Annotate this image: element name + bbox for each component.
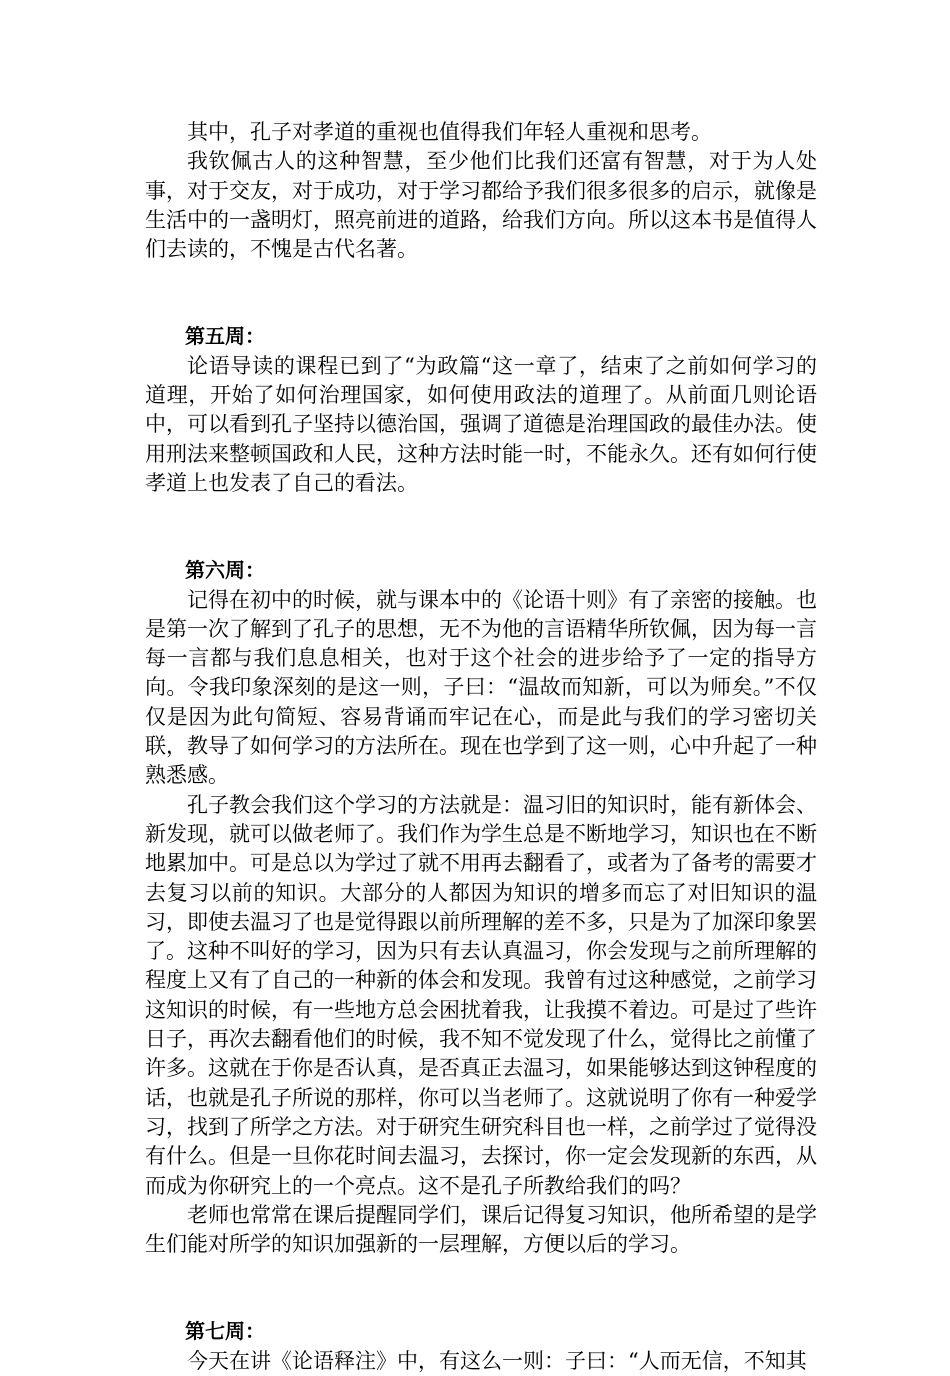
document-body xyxy=(145,118,817,1376)
week7-paragraph-1: 今天在讲《论语释注》中，有这么一则：子曰：“人而无信，不知其 xyxy=(187,1348,807,1373)
section-spacer xyxy=(145,264,817,322)
week6-section xyxy=(145,556,817,1259)
intro-paragraph-1: 其中，孔子对孝道的重视也值得我们年轻人重视和思考。 xyxy=(187,120,712,144)
week6-heading: 第六周： xyxy=(185,558,265,583)
intro-paragraph-2: 我钦佩古人的这种智慧，至少他们比我们还富有智慧，对于为人处事，对于交友，对于成功，对于学习都给予我们很多很多的启示，就像是生活中的一盏明灯，照亮前进的道路，给我们方向。所以这本书是值得人们去读的，不愧是古代名著。 xyxy=(145,149,817,262)
week6-paragraph-1: 记得在初中的时候，就与课本中的《论语十则》有了亲密的接触。也是第一次了解到了孔子的思想，无不为他的言语精华所钦佩，因为每一言每一言都与我们息息相关，也对于这个社会的进步给予了一定的指导方向。令我印象深刻的是这一则，子曰：“温故而知新，可以为师矣。”不仅仅是因为此句简短、容易背诵而牢记在心，而是此与我们的学习密切关联，教导了如何学习的方法所在。现在也学到了这一则，心中升起了一种熟悉感。 xyxy=(145,587,817,788)
section-spacer xyxy=(145,498,817,556)
week7-heading: 第七周： xyxy=(185,1319,265,1344)
week5-section xyxy=(145,322,817,498)
section-spacer xyxy=(145,1259,817,1317)
week5-paragraph-1: 论语导读的课程已到了“为政篇“这一章了，结束了之前如何学习的道理，开始了如何治理国家，如何使用政法的道理了。从前面几则论语中，可以看到孔子坚持以德治国，强调了道德是治理国政的最佳办法。使用刑法来整顿国政和人民，这种方法时能一时，不能永久。还有如何行使孝道上也发表了自己的看法。 xyxy=(145,353,817,495)
week7-section xyxy=(145,1317,817,1376)
week5-heading: 第五周： xyxy=(185,324,265,349)
intro-section xyxy=(145,118,817,264)
week6-paragraph-3: 老师也常常在课后提醒同学们，课后记得复习知识，他所希望的是学生们能对所学的知识加强新的一层理解，方便以后的学习。 xyxy=(145,1202,817,1257)
week6-paragraph-2: 孔子教会我们这个学习的方法就是：温习旧的知识时，能有新体会、新发现，就可以做老师了。我们作为学生总是不断地学习，知识也在不断地累加中。可是总以为学过了就不用再去翻看了，或者为了备考的需要才去复习以前的知识。大部分的人都因为知识的增多而忘了对旧知识的温习，即使去温习了也是觉得跟以前所理解的差不多，只是为了加深印象罢了。这种不叫好的学习，因为只有去认真温习，你会发现与之前所理解的程度上又有了自己的一种新的体会和发现。我曾有过这种感觉，之前学习这知识的时候，有一些地方总会困扰着我，让我摸不着边。可是过了些许日子，再次去翻看他们的时候，我不知不觉发现了什么，觉得比之前懂了许多。这就在于你是否认真，是否真正去温习，如果能够达到这钟程度的话，也就是孔子所说的那样，你可以当老师了。这就说明了你有一种爱学习，找到了所学之方法。对于研究生研究科目也一样，之前学过了觉得没有什么。但是一旦你花时间去温习，去探讨，你一定会发现新的东西，从而成为你研究上的一个亮点。这不是孔子所教给我们的吗？ xyxy=(145,792,817,1198)
